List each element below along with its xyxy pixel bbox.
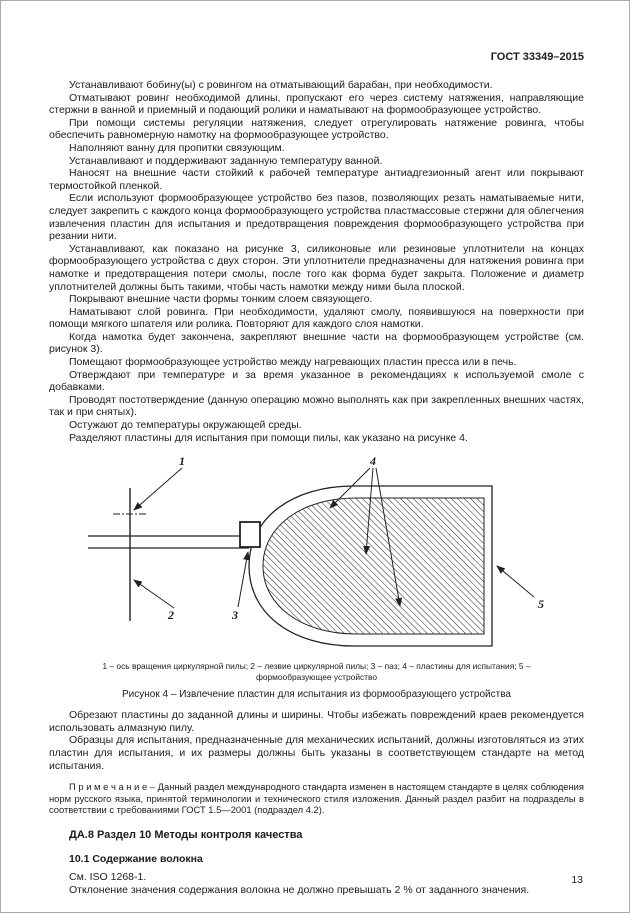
- body-text-block-2: [49, 709, 584, 772]
- callout-3-leader: [238, 552, 248, 607]
- paragraph: Отклонение значения содержания волокна не должно превышать 2 % от заданного значения.: [69, 884, 530, 896]
- body-text-block-1: [49, 79, 584, 444]
- section-heading: ДА.8 Раздел 10 Методы контроля качества: [69, 829, 303, 842]
- paragraph: Проводят постотверждение (данную операцию можно выполнять как при закрепленных внешних частях, так и при снятых).: [49, 393, 584, 419]
- paragraph: Устанавливают и поддерживают заданную температуру ванной.: [69, 154, 383, 167]
- test-plates-hatch: [263, 498, 484, 634]
- note-paragraph: П р и м е ч а н и е – Данный раздел международного стандарта изменен в настоящем стандарте в целях соблюдения норм русского языка, принятой терминологии и технического стиля изложения. Данный раздел разбит на подразделы в соответствии с требованиями ГОСТ 1.5—2001 (подраздел 4.2).: [49, 781, 584, 815]
- paragraph: Наматывают слой ровинга. При необходимости, удаляют смолу, появившуюся на поверхности при помощи мягкого шпателя или ролика. Повторяют для каждого слоя намотки.: [49, 305, 584, 331]
- paragraph: Отверждают при температуре и за время указанное в рекомендациях к используемой смоле с добавками.: [49, 368, 584, 394]
- callout-5-leader: [497, 566, 534, 597]
- paragraph: Остужают до температуры окружающей среды.: [69, 419, 302, 432]
- paragraph: При помощи системы регуляции натяжения, следует отрегулировать натяжение ровинга, чтобы обеспечить равномерную намотку на формообразующее устройство.: [49, 116, 584, 142]
- paragraph: Обрезают пластины до заданной длины и ширины. Чтобы избежать повреждений краев рекомендуется использовать алмазную пилу.: [49, 709, 584, 734]
- callout-5-label: 5: [537, 597, 544, 612]
- figure-legend: 1 – ось вращения циркулярной пилы; 2 – лезвие циркулярной пилы; 3 – паз; 4 – пластины для испытания; 5 – формообразующее устройство: [102, 661, 531, 682]
- figure-4-drawing: [82, 454, 552, 654]
- callout-3-label: 3: [231, 608, 238, 623]
- callout-1-label: 1: [178, 454, 185, 469]
- paragraph: Разделяют пластины для испытания при помощи пилы, как указано на рисунке 4.: [69, 431, 468, 444]
- paragraph: Когда намотка будет закончена, закрепляют внешние части на формообразующем устройстве (см. рисунок 3).: [49, 330, 584, 356]
- paragraph: Устанавливают бобину(ы) с ровингом на отматывающий барабан, при необходимости.: [69, 79, 493, 91]
- paragraph: См. ISO 1268-1.: [69, 871, 147, 884]
- paragraph: Устанавливают, как показано на рисунке 3, силиконовые или резиновые уплотнители на концах формообразующего устройства с двух сторон. Эти уплотнители предназначены для натяжения ровинга при намотке и предотвращения потери смолы, после того как форма будет закрыта. Положение и диаметр уплотнителей должны быть такими, чтобы часть намотки между ними была плоской.: [49, 242, 584, 293]
- page-number: 13: [571, 874, 583, 886]
- callout-2-leader: [134, 580, 174, 608]
- body-text-block-3: [49, 871, 584, 896]
- doc-code-header: ГОСТ 33349–2015: [490, 51, 584, 63]
- paragraph: Покрывают внешние части формы тонким слоем связующего.: [69, 293, 373, 306]
- paragraph: Если используют формообразующее устройство без пазов, позволяющих резать наматываемые нити, следует закрепить с каждого конца формообразующего устройства пластмассовые стержни для облегчения извлечения пластин для испытания и предотвращения повреждения формообразующего устройства при резании нити.: [49, 192, 584, 243]
- figure-caption: Рисунок 4 – Извлечение пластин для испытания из формообразующего устройства: [122, 689, 511, 701]
- callout-4-label: 4: [369, 454, 376, 469]
- figure-4: [49, 454, 584, 701]
- paragraph: Образцы для испытания, предназначенные для механических испытаний, должны изготовляться из этих пластин для испытания, и их размеры должны быть указаны в соответствующем стандарте на метод испытания.: [49, 734, 584, 772]
- groove-rect: [240, 522, 260, 547]
- paragraph: Наполняют ванну для пропитки связующим.: [69, 141, 285, 154]
- paragraph: Помещают формообразующее устройство между нагревающих пластин пресса или в печь.: [69, 356, 517, 369]
- callout-1-leader: [134, 468, 182, 510]
- callout-2-label: 2: [167, 608, 174, 623]
- section-subheading: 10.1 Содержание волокна: [69, 853, 203, 866]
- paragraph: Наносят на внешние части стойкий к рабочей температуре антиадгезионный агент или покрывают термостойкой пленкой.: [49, 167, 584, 192]
- paragraph: Отматывают ровинг необходимой длины, пропускают его через систему натяжения, направляющие стержни в ванной и приемный и подающий ролики и наматывают на формообразующее устройство.: [49, 91, 584, 117]
